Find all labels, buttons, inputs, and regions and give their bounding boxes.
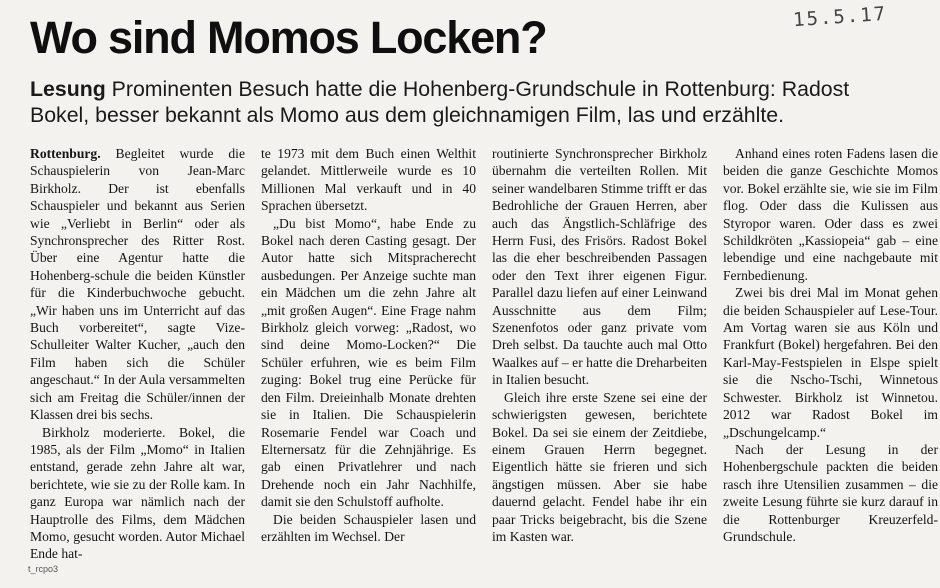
column-2 (261, 145, 476, 563)
dateline: Rottenburg. (30, 146, 101, 161)
headline: Wo sind Momos Locken? (30, 12, 547, 63)
paragraph: „Du bist Momo“, habe Ende zu Bokel nach deren Casting gesagt. Der Autor hatte sich Mitspracherecht ausbedungen. Per Anzeige suchte man ein Mädchen um die zehn Jahre alt „mit großen Augen“. Eine Frage nahm Birkholz gleich vorweg: „Radost, wo sind deine Momo-Locken?“ Die Schüler erfuhren, wie es beim Film zuging: Bokel trug eine Perücke für den Film. Dreieinhalb Monate drehten sie in Italien. Die Schauspielerin Rosemarie Fendel war Coach und Elternersatz für die Zehnjährige. Es gab einen Privatlehrer und nach Drehende noch ein Jahr Nachhilfe, damit sie den Schulstoff aufholte. (261, 215, 476, 510)
paragraph: Birkholz moderierte. Bokel, die 1985, als der Film „Momo“ in Italien entstand, gerade zehn Jahre alt war, berichtete, wie sie zu der Rolle kam. In ganz Europa war nämlich nach der Hauptrolle des Films, dem Mädchen Momo, gesucht worden. Autor Michael Ende hat- (30, 424, 245, 562)
column-4 (723, 145, 938, 563)
paragraph (30, 145, 245, 424)
column-1 (30, 145, 245, 563)
paragraph: Nach der Lesung in der Hohenbergschule packten die beiden rasch ihre Utensilien zusammen – die zweite Lesung führte sie kurz darauf in die Rottenburger Kreuzerfeld-Grundschule. (723, 441, 938, 544)
paragraph: Zwei bis drei Mal im Monat gehen die beiden Schauspieler auf Lese-Tour. Am Vortag waren sie aus Köln und Frankfurt (Bokel) hergefahren. Bei den Karl-May-Festspielen in Elspe spielt sie die Nscho-Tschi, Winnetous Schwester. Birkholz ist Winnetou. 2012 war Radost Bokel im „Dschungelcamp.“ (723, 285, 938, 440)
footnote-code: t_rcpo3 (28, 564, 59, 574)
lead-kicker: Lesung (30, 77, 106, 101)
paragraph: te 1973 mit dem Buch einen Welthit gelandet. Mittlerweile wurde es 10 Millionen Mal verkauft und in 40 Sprachen übersetzt. (261, 146, 476, 214)
article-body (30, 145, 938, 563)
paragraph-text: Begleitet wurde die Schauspielerin von Jean-Marc Birkholz. Der ist ebenfalls Schauspieler und bekannt aus Serien wie „Verliebt in Berlin“ oder als Synchronsprecher des Ritter Rost. Über eine Agentur hatte die Hohenberg-schule die beiden Künstler für die Kinderbuchwoche gebucht. „Wir haben uns im Unterricht auf das Buch vorbereitet“, sagte Vize- Schulleiter Walter Kucher, „auch den Film haben sich die Schüler angeschaut.“ In der Aula versammelten sich am Freitag die Schüler/innen der Klassen drei bis sechs. (30, 146, 245, 423)
paragraph: Gleich ihre erste Szene sei eine der schwierigsten gewesen, berichtete Bokel. Da sei sie einem der Zeitdiebe, einem Grauen Herrn begegnet. Eigentlich hätte sie frieren und sich ängstigen müssen. Aber sie habe dauernd gelacht. Fendel habe ihr ein paar Tricks beigebracht, bis die Szene im Kasten war. (492, 389, 707, 544)
paragraph: Anhand eines roten Fadens lasen die beiden die ganze Geschichte Momos vor. Bokel erzählte sie, wie sie im Film flog. Oder dass die Kulissen aus Styropor waren. Oder dass es zwei Schildkröten „Kassiopeia“ gab – eine lebendige und eine nachgebaute mit Fernbedienung. (723, 146, 938, 283)
paragraph: routinierte Synchronsprecher Birkholz übernahm die verteilten Rollen. Mit seiner wandelbaren Stimme trifft er das Bedrohliche der Grauen Herren, aber auch das Ängstlich-Schläfrige des Herrn Fusi, des Frisörs. Radost Bokel las die eher beschreibenden Passagen oder den Text ihrer eigenen Figur. Parallel dazu liefen auf einer Leinwand Ausschnitte aus dem Film; Szenenfotos oder ganz private vom Dreh selbst. Da tauchte auch mal Otto Waalkes auf – er hatte die Dreharbeiten in Italien besucht. (492, 146, 707, 388)
paragraph: Die beiden Schauspieler lasen und erzählten im Wechsel. Der (261, 511, 476, 544)
lead-paragraph (30, 76, 910, 128)
lead-text: Prominenten Besuch hatte die Hohenberg-Grundschule in Rottenburg: Radost Bokel, besser bekannt als Momo aus dem gleichnamigen Film, las und erzählte. (30, 77, 850, 127)
column-3 (492, 145, 707, 563)
handwritten-date: 15.5.17 (792, 2, 888, 32)
